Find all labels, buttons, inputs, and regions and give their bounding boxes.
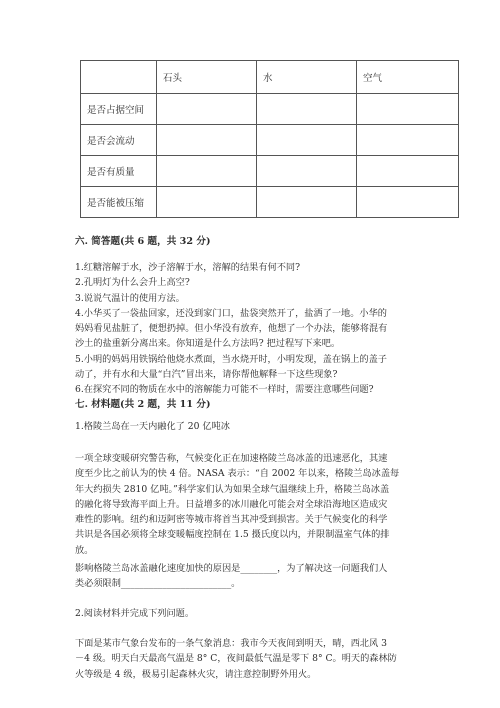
material-2-title-block	[75, 606, 455, 621]
material-2-title: 2.阅读材料并完成下列问题。	[75, 608, 195, 619]
material-2-text	[75, 636, 455, 682]
table-row	[81, 94, 459, 125]
material-1-text	[75, 451, 455, 558]
table-cell	[257, 187, 357, 218]
fill-blank-line: 类必须限制________________________。	[75, 578, 241, 590]
table-cell	[357, 94, 459, 125]
paragraph-line: －4 级。明天白天最高气温是 8° C，夜间最低气温是零下 8° C。明天的森林防	[75, 653, 397, 665]
section-6-title: 六. 简答题(共 6 题，共 32 分)	[75, 236, 211, 247]
fill-blank-line: 影响格陵兰岛冰盖融化速度加快的原因是________，为了解决这一问题我们人	[75, 563, 388, 574]
paragraph-line: 放。	[75, 544, 94, 556]
table-row	[81, 125, 459, 156]
question-line: 沙土的盐重新分离出来。你知道是什么方法吗? 把过程写下来吧。	[75, 338, 341, 350]
table-header-cell: 水	[257, 61, 357, 94]
table-cell	[157, 94, 257, 125]
question-line: 动了，并有水和大量“白汽”冒出来，请你帮他解释一下这些现象?	[75, 369, 338, 381]
section-7-title: 七. 材料题(共 2 题，共 11 分)	[75, 399, 211, 410]
question-line: 4.小华买了一袋盐回家，还没到家门口，盐袋突然开了，盐洒了一地。小华的	[75, 307, 387, 319]
material-1-question	[75, 561, 455, 592]
table-header-cell	[81, 61, 157, 94]
table-cell	[257, 125, 357, 156]
paragraph-line: 度至少比之前认为的快 4 倍。NASA 表示：“自 2002 年以来，格陵兰岛冰盖每	[75, 468, 400, 480]
material-1-title-block	[75, 419, 455, 434]
question-line: 5.小明的妈妈用铁锅给他烧水煮面，当水烧开时，小明发现，盖在锅上的盖子	[75, 353, 387, 365]
question-line: 6.在探究不同的物质在水中的溶解能力可能不一样时，需要注意哪些问题?	[75, 384, 374, 396]
table-cell	[257, 94, 357, 125]
table-cell	[257, 156, 357, 187]
table-cell	[357, 187, 459, 218]
paragraph-line: 共识是各国必须将全球变暖幅度控制在 1.5 摄氏度以内，并限制温室气体的排	[75, 529, 390, 541]
question-line: 3.说说气温计的使用方法。	[75, 292, 185, 304]
row-label: 是否会流动	[81, 125, 157, 156]
table-cell	[357, 156, 459, 187]
table-cell	[157, 187, 257, 218]
question-line: 妈妈看见盐脏了，便想扔掉。但小华没有放弃，他想了一个办法，能够将混有	[75, 323, 388, 335]
table-cell	[357, 125, 459, 156]
table-row	[81, 187, 459, 218]
table-header-cell: 石头	[157, 61, 257, 94]
paragraph-line: 年大约损失 2810 亿吨。”科学家们认为如果全球气温继续上升，格陵兰岛冰盖	[75, 483, 390, 495]
table-cell	[157, 156, 257, 187]
table-header-cell: 空气	[357, 61, 459, 94]
section-6-questions	[75, 260, 455, 398]
table-row	[81, 156, 459, 187]
table-cell	[157, 125, 257, 156]
section-6	[75, 234, 455, 249]
paragraph-line: 的融化将导致海平面上升。日益增多的冰川融化可能会对全球沿海地区造成灾	[75, 498, 388, 510]
question-line: 2.孔明灯为什么会升上高空?	[75, 277, 190, 289]
paragraph-line: 火等级是 4 级，极易引起森林火灾，请注意控制野外用火。	[75, 668, 317, 680]
row-label: 是否占据空间	[81, 94, 157, 125]
section-7	[75, 397, 455, 412]
material-1-title: 1.格陵兰岛在一天内融化了 20 亿吨冰	[75, 421, 230, 432]
question-line: 1.红糖溶解于水，沙子溶解于水，溶解的结果有何不同?	[75, 262, 301, 273]
paragraph-line: 一项全球变暖研究警告称，气候变化正在加速格陵兰岛冰盖的迅速恶化，其速	[75, 453, 388, 464]
table-header-row	[81, 61, 459, 94]
row-label: 是否能被压缩	[81, 187, 157, 218]
comparison-table	[80, 60, 459, 218]
paragraph-line: 难性的影响。纽约和迈阿密等城市将首当其冲受到损害。关于气候变化的科学	[75, 514, 388, 526]
paragraph-line: 下面是某市气象台发布的一条气象消息：我市今天夜间到明天，晴，西北风 3	[75, 638, 387, 649]
row-label: 是否有质量	[81, 156, 157, 187]
